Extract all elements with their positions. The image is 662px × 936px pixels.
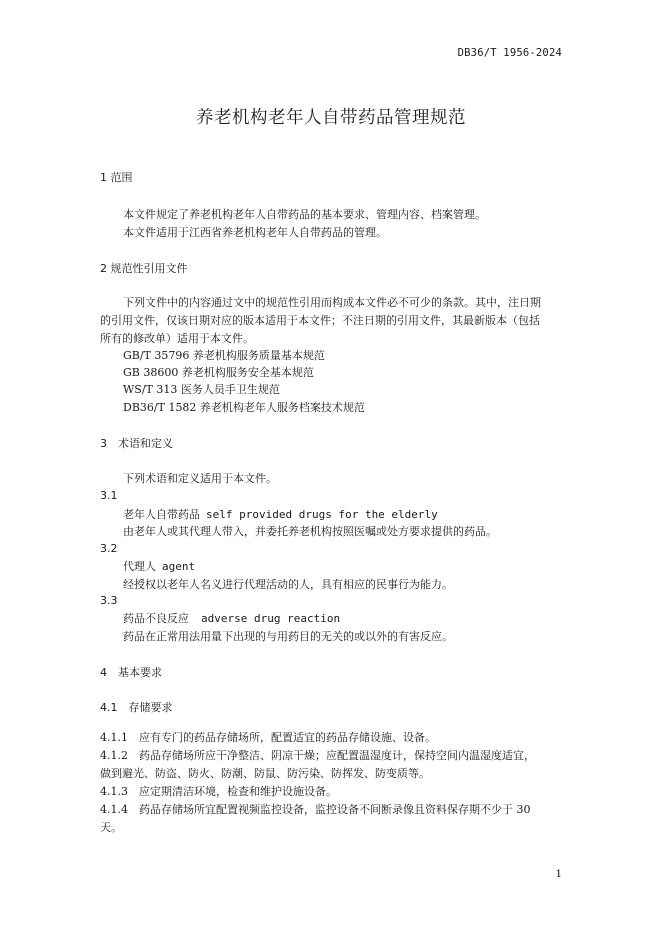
section-3-intro: 下列术语和定义适用于本文件。 — [123, 472, 277, 485]
section-2-heading: 2 规范性引用文件 — [100, 262, 188, 275]
term-title-zh: 药品不良反应 — [123, 612, 189, 625]
clause-4-1-4-line-1: 4.1.4 药品存储场所宜配置视频监控设备，监控设备不间断录像且资料保存期不少于 30 — [100, 803, 531, 816]
term-number: 3.2 — [100, 542, 118, 555]
term-title-en: agent — [162, 560, 196, 573]
term-title — [123, 558, 195, 574]
reference-item: GB/T 35796 养老机构服务质量基本规范 — [123, 349, 325, 362]
clause-4-1-4-line-2: 天。 — [100, 821, 122, 834]
section-1-paragraph-2: 本文件适用于江西省养老机构老年人自带药品的管理。 — [123, 226, 387, 239]
clause-4-1-1: 4.1.1 应有专门的药品存储场所，配置适宜的药品存储设施、设备。 — [100, 731, 436, 744]
page-title: 养老机构老年人自带药品管理规范 — [196, 108, 466, 128]
reference-item: DB36/T 1582 养老机构老年人服务档案技术规范 — [123, 401, 365, 414]
term-title — [123, 610, 340, 626]
term-definition: 药品在正常用法用量下出现的与用药目的无关的或以外的有害反应。 — [123, 630, 453, 643]
section-2-paragraph-line-2: 的引用文件，仅该日期对应的版本适用于本文件；不注日期的引用文件，其最新版本（包括 — [100, 314, 540, 327]
reference-item: WS/T 313 医务人员手卫生规范 — [123, 383, 280, 396]
standard-code: DB36/T 1956-2024 — [457, 47, 562, 59]
section-2-paragraph-line-3: 所有的修改单）适用于本文件。 — [100, 332, 254, 345]
term-definition: 由老年人或其代理人带入，并委托养老机构按照医嘱或处方要求提供的药品。 — [123, 525, 497, 538]
clause-4-1-2-line-2: 做到避光、防盗、防火、防潮、防鼠、防污染、防挥发、防变质等。 — [100, 767, 430, 780]
section-4-heading: 4 基本要求 — [100, 666, 162, 679]
page-number: 1 — [555, 868, 562, 880]
term-title — [123, 506, 438, 522]
term-title-zh: 代理人 — [123, 560, 156, 573]
term-definition: 经授权以老年人名义进行代理活动的人，具有相应的民事行为能力。 — [123, 578, 453, 591]
section-4-1-heading: 4.1 存储要求 — [100, 701, 173, 714]
term-title-en: adverse drug reaction — [201, 612, 341, 625]
term-number: 3.1 — [100, 489, 118, 502]
section-1-heading: 1 范围 — [100, 171, 133, 184]
term-title-zh: 老年人自带药品 — [123, 508, 200, 521]
clause-4-1-3: 4.1.3 应定期清洁环境，检查和维护设施设备。 — [100, 785, 337, 798]
section-3-heading: 3 术语和定义 — [100, 437, 173, 450]
section-2-paragraph-line-1: 下列文件中的内容通过文中的规范性引用而构成本文件必不可少的条款。其中，注日期 — [123, 296, 541, 309]
term-title-en: self provided drugs for the elderly — [206, 508, 438, 521]
section-1-paragraph-1: 本文件规定了养老机构老年人自带药品的基本要求、管理内容、档案管理。 — [123, 208, 486, 221]
clause-4-1-2-line-1: 4.1.2 药品存储场所应干净整洁、阴凉干燥；应配置温湿度计，保持空间内温湿度适宜， — [100, 749, 535, 762]
reference-item: GB 38600 养老机构服务安全基本规范 — [123, 366, 314, 379]
term-number: 3.3 — [100, 594, 118, 607]
